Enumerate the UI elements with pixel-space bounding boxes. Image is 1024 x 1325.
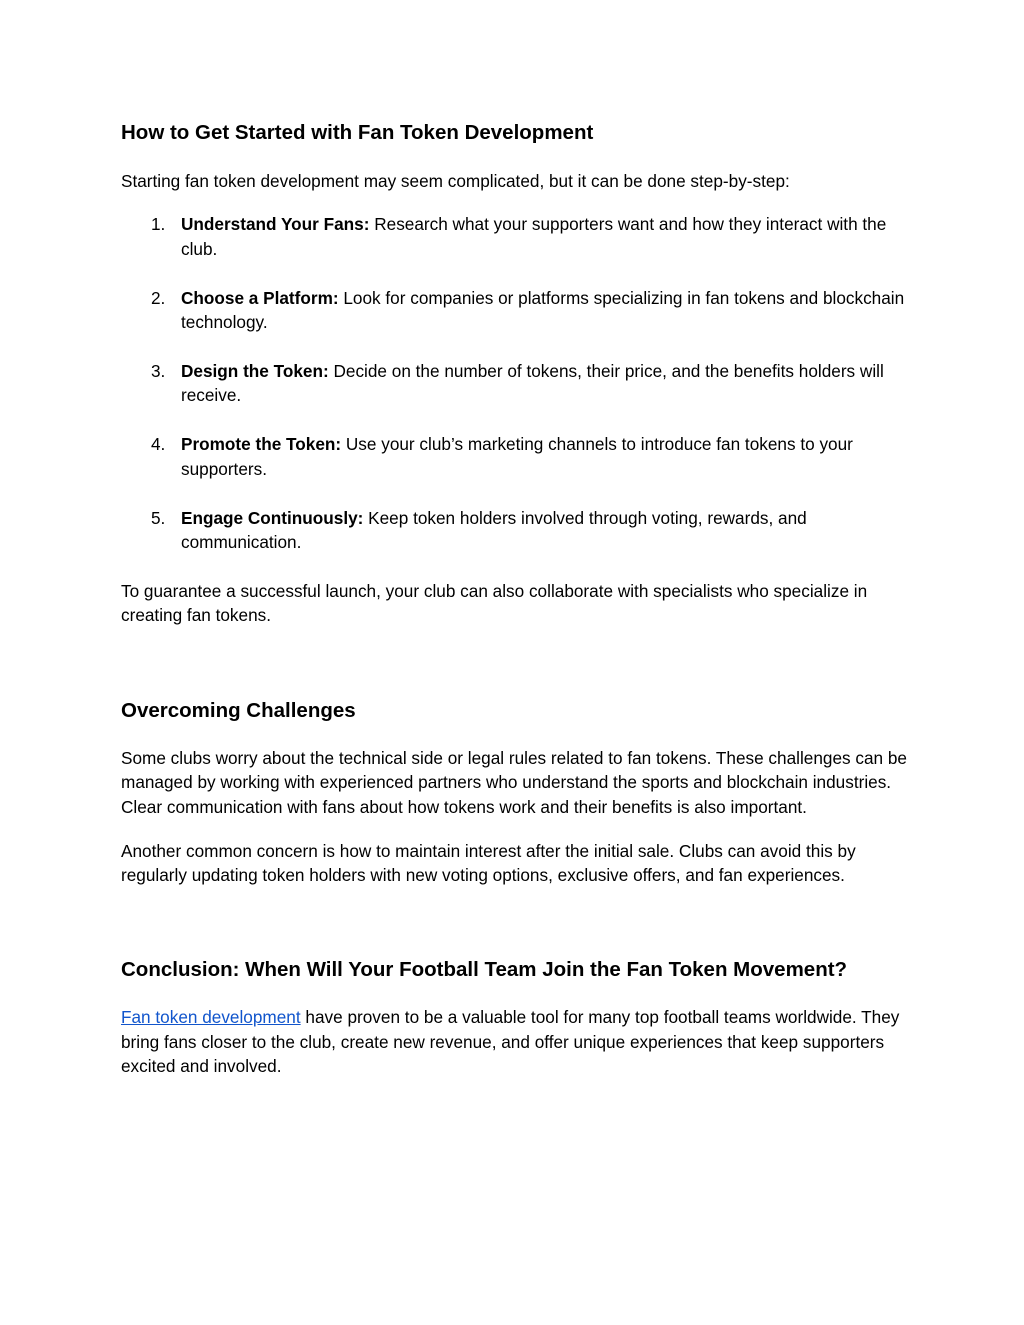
section-heading-get-started: How to Get Started with Fan Token Development xyxy=(121,121,594,144)
step-text: Keep token holders involved through voting, rewards, and communication. xyxy=(181,507,807,553)
list-item xyxy=(121,432,907,481)
section-heading-challenges: Overcoming Challenges xyxy=(121,698,356,722)
list-number: 1. xyxy=(151,214,166,235)
step-title: Promote the Token: xyxy=(181,434,342,455)
step-text: Look for companies or platforms specializing in fan tokens and blockchain technology. xyxy=(181,287,905,333)
step-text: Decide on the number of tokens, their price, and the benefits holders will receive. xyxy=(181,361,884,406)
list-item xyxy=(121,212,907,261)
step-text: Use your club’s marketing channels to introduce fan tokens to your supporters. xyxy=(181,434,853,479)
fan-token-development-link[interactable]: Fan token development xyxy=(121,1007,301,1028)
step-title: Understand Your Fans: xyxy=(181,214,370,235)
step-text: Research what your supporters want and how they interact with the club. xyxy=(181,214,887,259)
challenges-paragraph-1: Some clubs worry about the technical side or legal rules related to fan tokens. These challenges can be managed by working with experienced partners who understand the sports and blockchain industries. Clear communication with fans about how tokens work and their benefits is also important. xyxy=(121,747,907,817)
step-title: Engage Continuously: xyxy=(181,507,364,528)
steps-list xyxy=(121,212,907,554)
list-number: 4. xyxy=(151,434,166,455)
challenges-paragraph-2: Another common concern is how to maintain interest after the initial sale. Clubs can avoid this by regularly updating token holders with new voting options, exclusive offers, and fan experiences. xyxy=(121,840,856,885)
list-number: 3. xyxy=(151,361,166,382)
list-item xyxy=(121,359,907,408)
conclusion-paragraph xyxy=(121,1005,907,1078)
list-item xyxy=(121,506,907,555)
conclusion-text: have proven to be a valuable tool for many top football teams worldwide. They bring fans closer to the club, create new revenue, and offer unique experiences that keep supporters excited and involved. xyxy=(121,1007,900,1077)
section-heading-conclusion: Conclusion: When Will Your Football Team Join the Fan Token Movement? xyxy=(121,958,848,982)
list-number: 5. xyxy=(151,507,166,528)
step-title: Design the Token: xyxy=(181,361,329,382)
list-item xyxy=(121,286,907,335)
step-title: Choose a Platform: xyxy=(181,287,339,308)
list-number: 2. xyxy=(151,287,166,308)
document-content xyxy=(121,119,907,1079)
closing-paragraph: To guarantee a successful launch, your club can also collaborate with specialists who specialize in creating fan tokens. xyxy=(121,580,868,626)
intro-paragraph: Starting fan token development may seem complicated, but it can be done step-by-step: xyxy=(121,171,790,191)
